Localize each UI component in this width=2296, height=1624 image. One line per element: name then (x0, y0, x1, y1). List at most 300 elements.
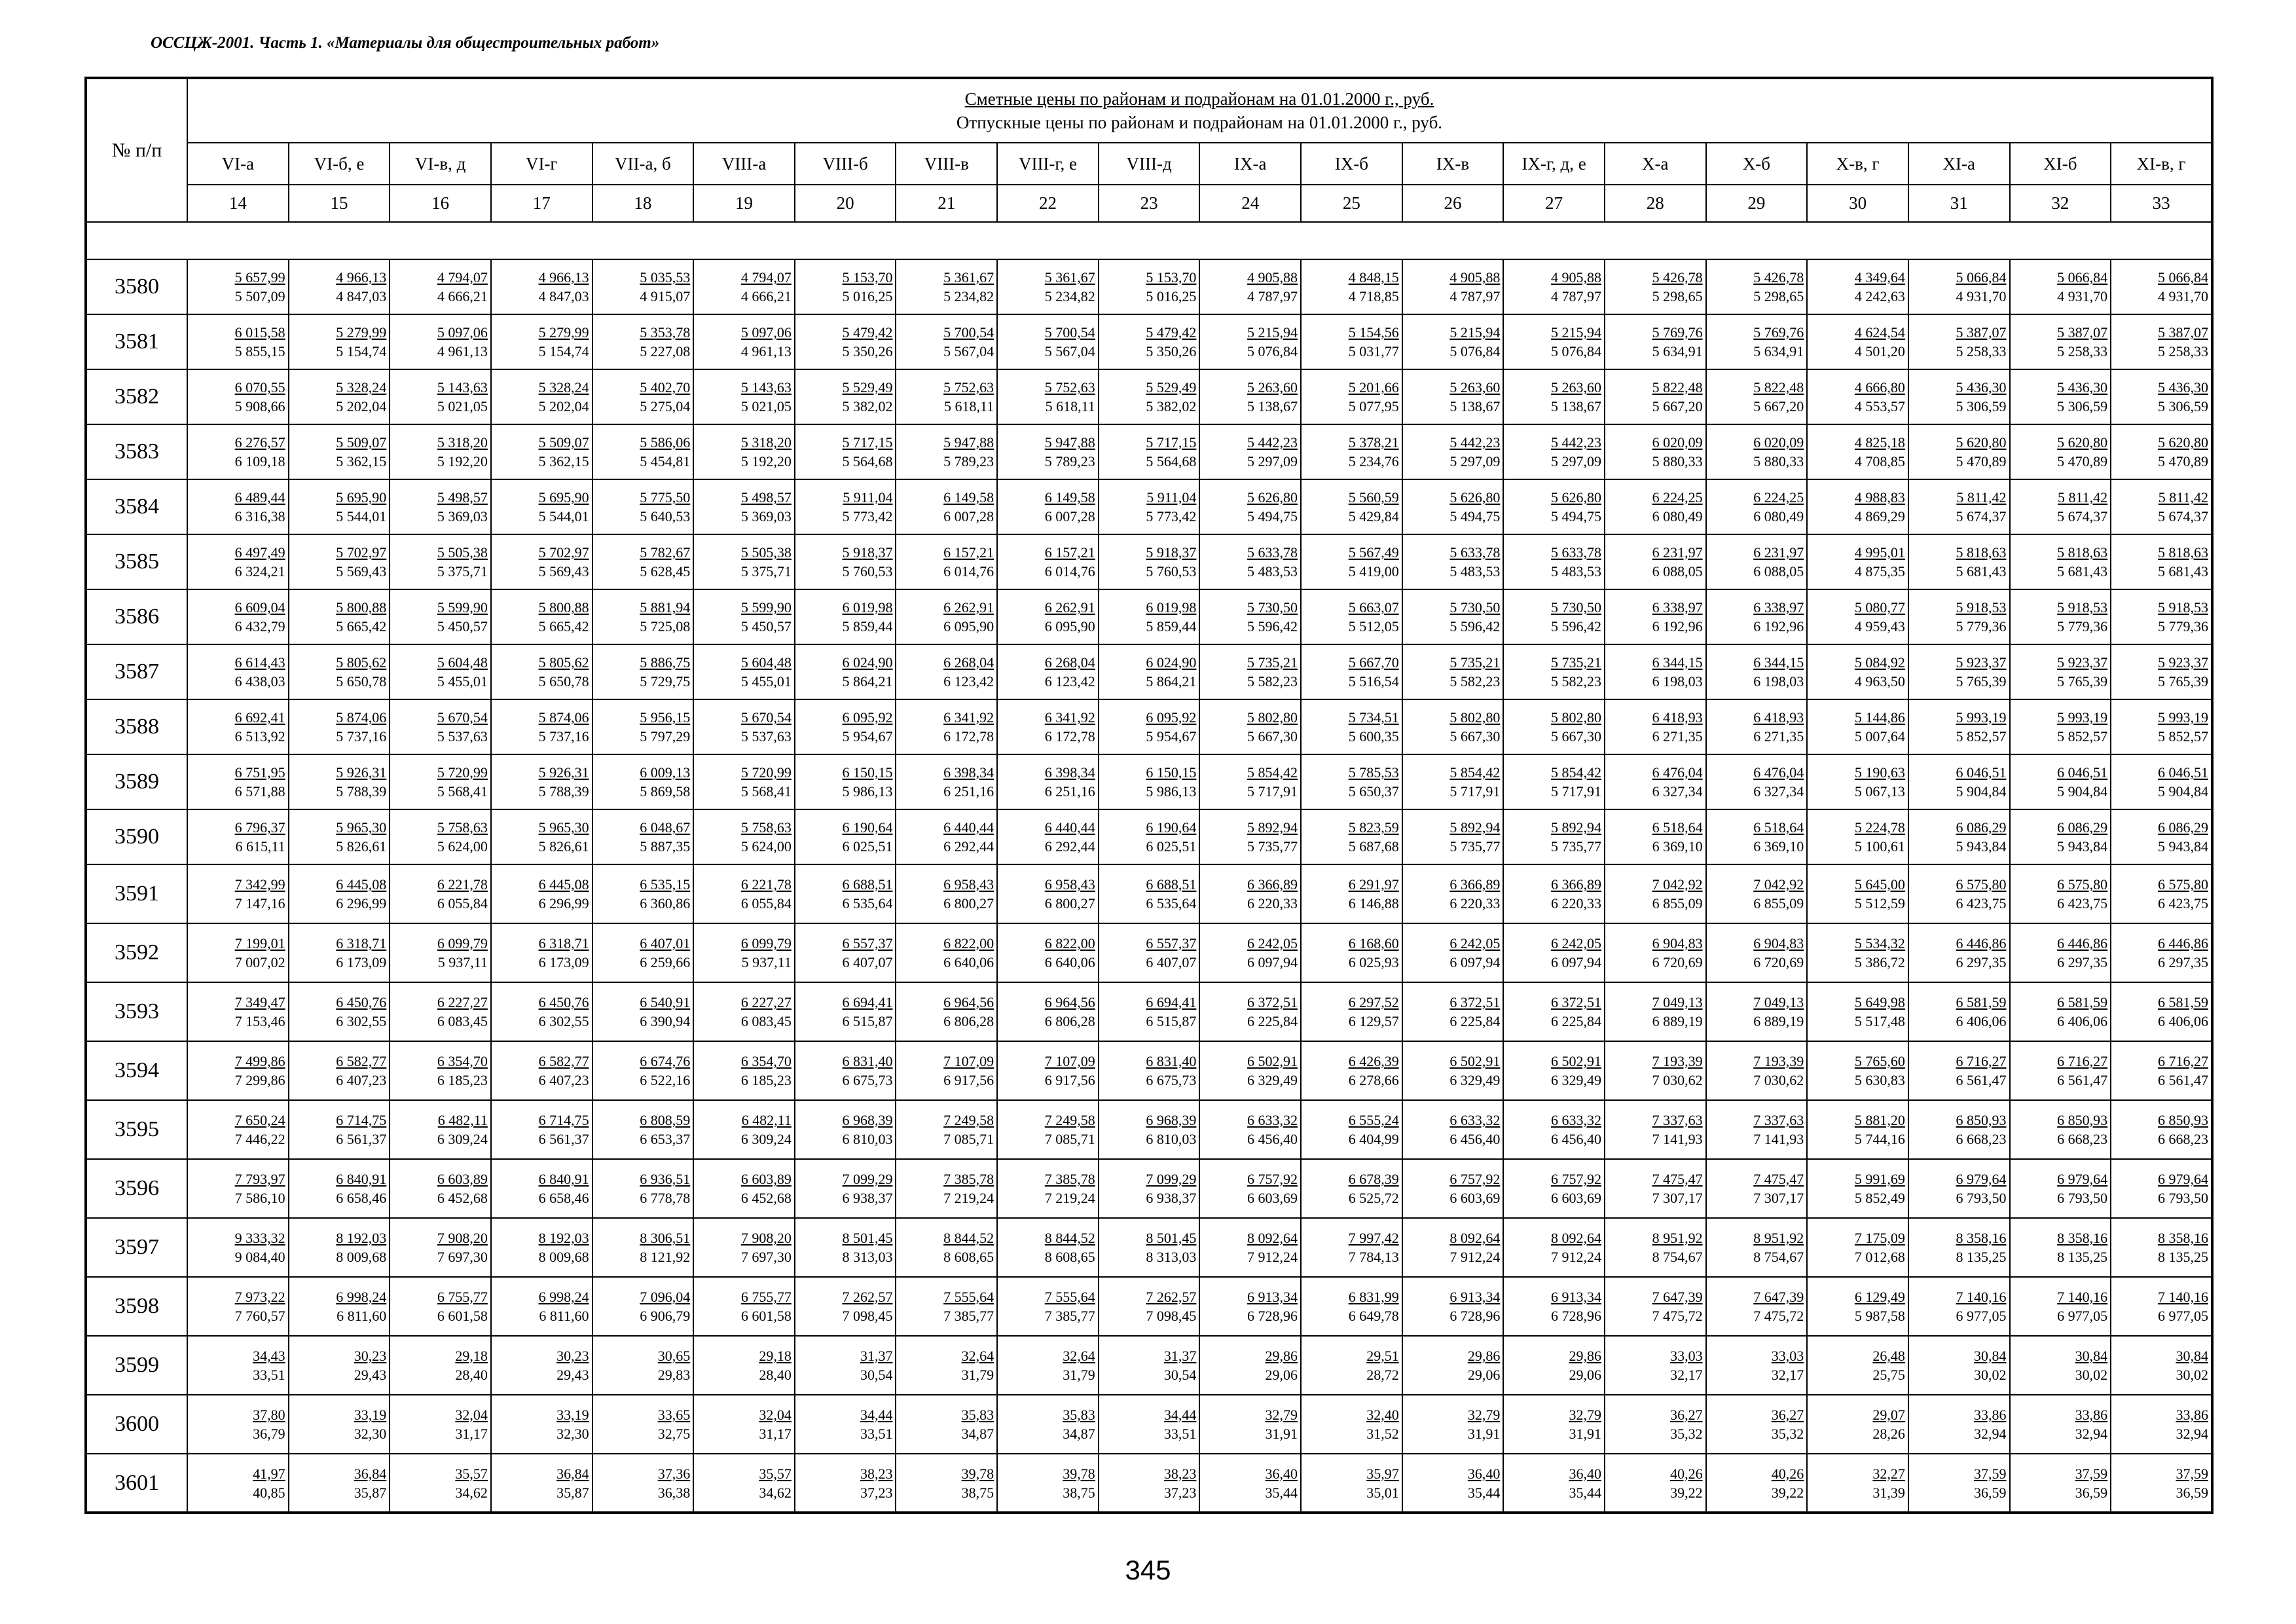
price-cell (1402, 754, 1504, 809)
selling-price: 6 173,09 (336, 954, 387, 970)
price-cell (1199, 1454, 1301, 1513)
estimated-price: 5 874,06 (538, 709, 589, 726)
region-header-cell: VIII-г, е (997, 143, 1099, 185)
table-row (86, 259, 2212, 314)
estimated-price: 6 633,32 (1449, 1112, 1501, 1128)
estimated-price: 5 378,21 (1348, 434, 1399, 451)
price-cell (997, 1395, 1099, 1454)
price-cell (1706, 259, 1808, 314)
selling-price: 6 055,84 (437, 895, 488, 912)
selling-price: 6 369,10 (1753, 838, 1804, 855)
selling-price: 5 350,26 (1146, 343, 1197, 360)
region-header-cell: XI-б (2010, 143, 2111, 185)
price-cell (1807, 1218, 1908, 1277)
price-cell (896, 1218, 997, 1277)
selling-price: 7 219,24 (1044, 1190, 1095, 1206)
estimated-price: 30,65 (657, 1348, 691, 1364)
estimated-price: 6 086,29 (2157, 819, 2208, 836)
selling-price: 7 912,24 (1449, 1249, 1501, 1265)
selling-price: 5 864,21 (842, 673, 893, 690)
selling-price: 36,59 (1974, 1484, 2007, 1501)
row-number-cell: 3595 (86, 1100, 187, 1159)
price-cell (1503, 1277, 1605, 1336)
estimated-price: 5 892,94 (1550, 819, 1601, 836)
selling-price: 31,91 (1467, 1426, 1501, 1442)
estimated-price: 5 567,49 (1348, 544, 1399, 561)
estimated-price: 35,57 (759, 1465, 792, 1482)
estimated-price: 6 268,04 (1044, 654, 1095, 671)
selling-price: 5 789,23 (1044, 453, 1095, 470)
column-number-cell: 15 (289, 185, 390, 222)
selling-price: 31,79 (1063, 1367, 1095, 1383)
estimated-price: 4 988,83 (1854, 489, 1905, 506)
estimated-price: 6 502,91 (1247, 1053, 1298, 1069)
selling-price: 5 258,33 (1956, 343, 2007, 360)
estimated-price: 6 674,76 (640, 1053, 691, 1069)
estimated-price: 5 735,21 (1550, 654, 1601, 671)
price-cell (1706, 982, 1808, 1041)
estimated-price: 5 805,62 (538, 654, 589, 671)
price-cell (187, 424, 289, 479)
price-cell (997, 809, 1099, 864)
price-cell (1807, 1277, 1908, 1336)
price-cell (997, 1218, 1099, 1277)
estimated-price: 38,23 (1163, 1465, 1197, 1482)
estimated-price: 5 626,80 (1247, 489, 1298, 506)
estimated-price: 6 366,89 (1247, 876, 1298, 893)
price-cell (997, 479, 1099, 534)
selling-price: 5 600,35 (1348, 728, 1399, 745)
price-cell (1199, 699, 1301, 754)
price-cell (1301, 1395, 1402, 1454)
column-number-cell: 18 (592, 185, 694, 222)
table-row (86, 809, 2212, 864)
selling-price: 5 544,01 (336, 508, 387, 525)
estimated-price: 32,64 (1063, 1348, 1095, 1364)
estimated-price: 6 344,15 (1652, 654, 1703, 671)
price-cell (491, 864, 592, 923)
selling-price: 6 977,05 (1956, 1308, 2007, 1324)
selling-price: 5 667,20 (1652, 398, 1703, 415)
price-cell (1503, 1159, 1605, 1218)
price-cell (187, 1100, 289, 1159)
selling-price: 5 076,84 (1247, 343, 1298, 360)
estimated-price: 5 802,80 (1449, 709, 1501, 726)
estimated-price: 5 956,15 (640, 709, 691, 726)
price-cell (1605, 809, 1706, 864)
estimated-price: 6 242,05 (1449, 935, 1501, 951)
selling-price: 6 603,69 (1550, 1190, 1601, 1206)
estimated-price: 5 620,80 (2157, 434, 2208, 451)
selling-price: 6 406,06 (2157, 1013, 2208, 1029)
estimated-price: 29,18 (759, 1348, 792, 1364)
price-cell (795, 699, 896, 754)
estimated-price: 6 046,51 (2057, 764, 2108, 781)
price-cell (390, 1100, 491, 1159)
price-cell (1908, 1218, 2010, 1277)
estimated-price: 7 475,47 (1652, 1171, 1703, 1187)
estimated-price: 6 796,37 (234, 819, 285, 836)
selling-price: 5 297,09 (1247, 453, 1298, 470)
price-cell (390, 479, 491, 534)
selling-price: 5 512,05 (1348, 618, 1399, 635)
estimated-price: 6 276,57 (234, 434, 285, 451)
estimated-price: 6 850,93 (1956, 1112, 2007, 1128)
selling-price: 5 779,36 (1956, 618, 2007, 635)
price-cell (2111, 534, 2212, 589)
estimated-price: 6 338,97 (1753, 599, 1804, 616)
price-cell (1099, 314, 1200, 369)
price-cell (187, 1159, 289, 1218)
estimated-price: 5 066,84 (2057, 269, 2108, 286)
estimated-price: 5 918,53 (1956, 599, 2007, 616)
price-cell (1301, 589, 1402, 644)
region-header-cell: VIII-б (795, 143, 896, 185)
price-cell (2111, 1041, 2212, 1100)
estimated-price: 7 249,58 (1044, 1112, 1095, 1128)
selling-price: 7 475,72 (1753, 1308, 1804, 1324)
estimated-price: 6 157,21 (1044, 544, 1095, 561)
price-cell (997, 534, 1099, 589)
price-cell (1605, 1159, 1706, 1218)
estimated-price: 6 714,75 (538, 1112, 589, 1128)
price-cell (390, 314, 491, 369)
price-cell (1402, 809, 1504, 864)
selling-price: 6 601,58 (437, 1308, 488, 1324)
price-cell (896, 1159, 997, 1218)
selling-price: 6 438,03 (234, 673, 285, 690)
price-cell (491, 1336, 592, 1395)
price-cell (592, 1159, 694, 1218)
selling-price: 5 494,75 (1247, 508, 1298, 525)
estimated-price: 5 263,60 (1449, 379, 1501, 396)
estimated-price: 5 649,98 (1854, 994, 1905, 1010)
estimated-price: 6 831,99 (1348, 1289, 1399, 1305)
estimated-price: 5 402,70 (640, 379, 691, 396)
estimated-price: 6 555,24 (1348, 1112, 1399, 1128)
price-cell (1503, 699, 1605, 754)
price-cell (997, 1041, 1099, 1100)
estimated-price: 6 009,13 (640, 764, 691, 781)
price-cell (2010, 754, 2111, 809)
price-cell (592, 1100, 694, 1159)
selling-price: 5 779,36 (2057, 618, 2108, 635)
price-cell (2010, 259, 2111, 314)
selling-price: 6 855,09 (1652, 895, 1703, 912)
estimated-price: 5 911,04 (1146, 489, 1197, 506)
estimated-price: 5 279,99 (538, 324, 589, 341)
price-cell (2111, 424, 2212, 479)
estimated-price: 33,19 (556, 1407, 589, 1423)
selling-price: 6 432,79 (234, 618, 285, 635)
selling-price: 5 275,04 (640, 398, 691, 415)
selling-price: 31,52 (1366, 1426, 1399, 1442)
estimated-price: 6 633,32 (1550, 1112, 1601, 1128)
table-row (86, 534, 2212, 589)
price-cell (693, 754, 795, 809)
row-number-cell: 3590 (86, 809, 187, 864)
column-number-cell: 29 (1706, 185, 1808, 222)
price-cell (1503, 754, 1605, 809)
price-cell (1301, 1100, 1402, 1159)
price-cell (1605, 699, 1706, 754)
selling-price: 6 938,37 (842, 1190, 893, 1206)
estimated-price: 7 107,09 (943, 1053, 994, 1069)
selling-price: 7 030,62 (1753, 1072, 1804, 1088)
selling-price: 5 869,58 (640, 783, 691, 800)
price-cell (1605, 259, 1706, 314)
price-cell (1908, 644, 2010, 699)
estimated-price: 6 904,83 (1753, 935, 1804, 951)
row-number-cell: 3599 (86, 1336, 187, 1395)
price-cell (1301, 1336, 1402, 1395)
estimated-price: 5 667,70 (1348, 654, 1399, 671)
price-cell (896, 754, 997, 809)
price-cell (1605, 1454, 1706, 1513)
price-cell (1605, 1336, 1706, 1395)
estimated-price: 30,84 (1974, 1348, 2007, 1364)
estimated-price: 33,19 (354, 1407, 387, 1423)
estimated-price: 6 095,92 (842, 709, 893, 726)
selling-price: 5 429,84 (1348, 508, 1399, 525)
estimated-price: 37,59 (2075, 1465, 2108, 1482)
price-cell (1503, 314, 1605, 369)
estimated-price: 5 854,42 (1550, 764, 1601, 781)
selling-price: 7 697,30 (437, 1249, 488, 1265)
table-row (86, 923, 2212, 982)
estimated-price: 6 582,77 (336, 1053, 387, 1069)
estimated-price: 5 717,15 (842, 434, 893, 451)
price-cell (1199, 1277, 1301, 1336)
selling-price: 6 423,75 (1956, 895, 2007, 912)
estimated-price: 6 489,44 (234, 489, 285, 506)
price-cell (491, 589, 592, 644)
selling-price: 5 880,33 (1753, 453, 1804, 470)
selling-price: 36,59 (2176, 1484, 2208, 1501)
estimated-price: 5 758,63 (740, 819, 792, 836)
price-cell (1706, 809, 1808, 864)
selling-price: 5 192,20 (740, 453, 792, 470)
column-number-cell: 27 (1503, 185, 1605, 222)
estimated-price: 6 979,64 (2057, 1171, 2108, 1187)
estimated-price: 5 626,80 (1550, 489, 1601, 506)
price-cell (896, 809, 997, 864)
spacer-row (86, 222, 2212, 259)
selling-price: 28,26 (1872, 1426, 1905, 1442)
price-cell (1099, 424, 1200, 479)
estimated-price: 35,97 (1366, 1465, 1399, 1482)
selling-price: 6 097,94 (1550, 954, 1601, 970)
estimated-price: 7 385,78 (943, 1171, 994, 1187)
price-cell (1402, 1336, 1504, 1395)
column-number-cell: 14 (187, 185, 289, 222)
selling-price: 36,38 (657, 1484, 691, 1501)
price-cell (1199, 424, 1301, 479)
estimated-price: 7 342,99 (234, 876, 285, 893)
price-cell (289, 1159, 390, 1218)
selling-price: 5 788,39 (538, 783, 589, 800)
selling-price: 5 306,59 (2157, 398, 2208, 415)
selling-price: 38,75 (1063, 1484, 1095, 1501)
estimated-price: 5 084,92 (1854, 654, 1905, 671)
selling-price: 6 675,73 (1146, 1072, 1197, 1088)
estimated-price: 6 231,97 (1652, 544, 1703, 561)
price-cell (1301, 1041, 1402, 1100)
selling-price: 6 423,75 (2157, 895, 2208, 912)
estimated-price: 26,48 (1872, 1348, 1905, 1364)
row-number-cell: 3593 (86, 982, 187, 1041)
estimated-price: 36,40 (1265, 1465, 1298, 1482)
region-header-cell: IX-а (1199, 143, 1301, 185)
selling-price: 6 601,58 (740, 1308, 792, 1324)
selling-price: 6 889,19 (1652, 1013, 1703, 1029)
column-number-cell: 20 (795, 185, 896, 222)
selling-price: 8 135,25 (2157, 1249, 2208, 1265)
selling-price: 5 564,68 (1146, 453, 1197, 470)
price-cell (2111, 1277, 2212, 1336)
estimated-price: 6 398,34 (1044, 764, 1095, 781)
estimated-price: 36,27 (1670, 1407, 1703, 1423)
selling-price: 6 278,66 (1348, 1072, 1399, 1088)
estimated-price: 5 442,23 (1247, 434, 1298, 451)
estimated-price: 5 918,37 (1146, 544, 1197, 561)
estimated-price: 5 263,60 (1550, 379, 1601, 396)
price-cell (1301, 479, 1402, 534)
estimated-price: 37,59 (1974, 1465, 2007, 1482)
price-cell (1807, 809, 1908, 864)
price-cell (491, 1041, 592, 1100)
estimated-price: 5 534,32 (1854, 935, 1905, 951)
price-cell (997, 369, 1099, 424)
selling-price: 5 067,13 (1854, 783, 1905, 800)
price-cell (1605, 1041, 1706, 1100)
price-cell (1402, 1454, 1504, 1513)
estimated-price: 6 372,51 (1247, 994, 1298, 1010)
estimated-price: 6 291,97 (1348, 876, 1399, 893)
price-cell (693, 1336, 795, 1395)
estimated-price: 6 149,58 (1044, 489, 1095, 506)
estimated-price: 8 358,16 (2157, 1230, 2208, 1246)
price-cell (390, 534, 491, 589)
price-cell (1605, 589, 1706, 644)
price-cell (1908, 1336, 2010, 1395)
price-cell (491, 534, 592, 589)
region-header-cell: IX-в (1402, 143, 1504, 185)
estimated-price: 6 262,91 (943, 599, 994, 616)
selling-price: 5 765,39 (1956, 673, 2007, 690)
price-cell (1301, 754, 1402, 809)
estimated-price: 5 923,37 (2057, 654, 2108, 671)
price-cell (1199, 1041, 1301, 1100)
estimated-price: 5 328,24 (336, 379, 387, 396)
selling-price: 6 251,16 (1044, 783, 1095, 800)
selling-price: 5 760,53 (1146, 563, 1197, 580)
estimated-price: 5 215,94 (1550, 324, 1601, 341)
price-cell (289, 589, 390, 644)
selling-price: 31,17 (455, 1426, 488, 1442)
price-cell (491, 369, 592, 424)
price-cell (592, 1395, 694, 1454)
price-cell (1199, 864, 1301, 923)
price-cell (390, 424, 491, 479)
selling-price: 5 634,91 (1753, 343, 1804, 360)
estimated-price: 7 099,29 (1146, 1171, 1197, 1187)
price-cell (592, 1454, 694, 1513)
estimated-price: 5 215,94 (1247, 324, 1298, 341)
price-cell (592, 534, 694, 589)
estimated-price: 6 366,89 (1449, 876, 1501, 893)
estimated-price: 6 157,21 (943, 544, 994, 561)
estimated-price: 6 603,89 (740, 1171, 792, 1187)
estimated-price: 6 913,34 (1449, 1289, 1501, 1305)
estimated-price: 8 092,64 (1449, 1230, 1501, 1246)
selling-price: 6 407,07 (842, 954, 893, 970)
price-cell (390, 1395, 491, 1454)
selling-price: 5 568,41 (437, 783, 488, 800)
price-cell (1099, 1100, 1200, 1159)
selling-price: 5 904,84 (2057, 783, 2108, 800)
price-cell (2010, 1041, 2111, 1100)
price-cell (693, 982, 795, 1041)
price-cell (1908, 699, 2010, 754)
selling-price: 6 456,40 (1550, 1131, 1601, 1147)
price-cell (1503, 369, 1605, 424)
estimated-price: 30,23 (556, 1348, 589, 1364)
selling-price: 6 198,03 (1652, 673, 1703, 690)
row-number-cell: 3588 (86, 699, 187, 754)
price-cell (1402, 259, 1504, 314)
selling-price: 4 708,85 (1854, 453, 1905, 470)
price-cell (1908, 754, 2010, 809)
price-cell (491, 1159, 592, 1218)
price-cell (592, 479, 694, 534)
price-cell (2111, 699, 2212, 754)
estimated-price: 5 143,63 (740, 379, 792, 396)
selling-price: 4 666,21 (437, 288, 488, 304)
selling-price: 6 309,24 (740, 1131, 792, 1147)
price-cell (390, 1041, 491, 1100)
estimated-price: 5 926,31 (538, 764, 589, 781)
column-number-cell: 16 (390, 185, 491, 222)
price-cell (1301, 864, 1402, 923)
price-cell (1301, 1218, 1402, 1277)
price-cell (1908, 864, 2010, 923)
selling-price: 5 470,89 (2157, 453, 2208, 470)
selling-price: 29,43 (354, 1367, 387, 1383)
price-cell (997, 923, 1099, 982)
price-cell (289, 923, 390, 982)
price-cell (592, 982, 694, 1041)
price-cell (2111, 1336, 2212, 1395)
estimated-price: 6 297,52 (1348, 994, 1399, 1010)
selling-price: 31,91 (1265, 1426, 1298, 1442)
estimated-price: 6 224,25 (1652, 489, 1703, 506)
selling-price: 5 569,43 (538, 563, 589, 580)
estimated-price: 4 848,15 (1348, 269, 1399, 286)
price-cell (1503, 809, 1605, 864)
price-cell (390, 644, 491, 699)
price-cell (1605, 1100, 1706, 1159)
estimated-price: 4 905,88 (1449, 269, 1501, 286)
selling-price: 5 640,53 (640, 508, 691, 525)
price-cell (795, 479, 896, 534)
price-cell (289, 754, 390, 809)
estimated-price: 5 782,67 (640, 544, 691, 561)
selling-price: 33,51 (253, 1367, 285, 1383)
row-number-cell: 3581 (86, 314, 187, 369)
estimated-price: 5 720,99 (437, 764, 488, 781)
selling-price: 4 959,43 (1854, 618, 1905, 635)
